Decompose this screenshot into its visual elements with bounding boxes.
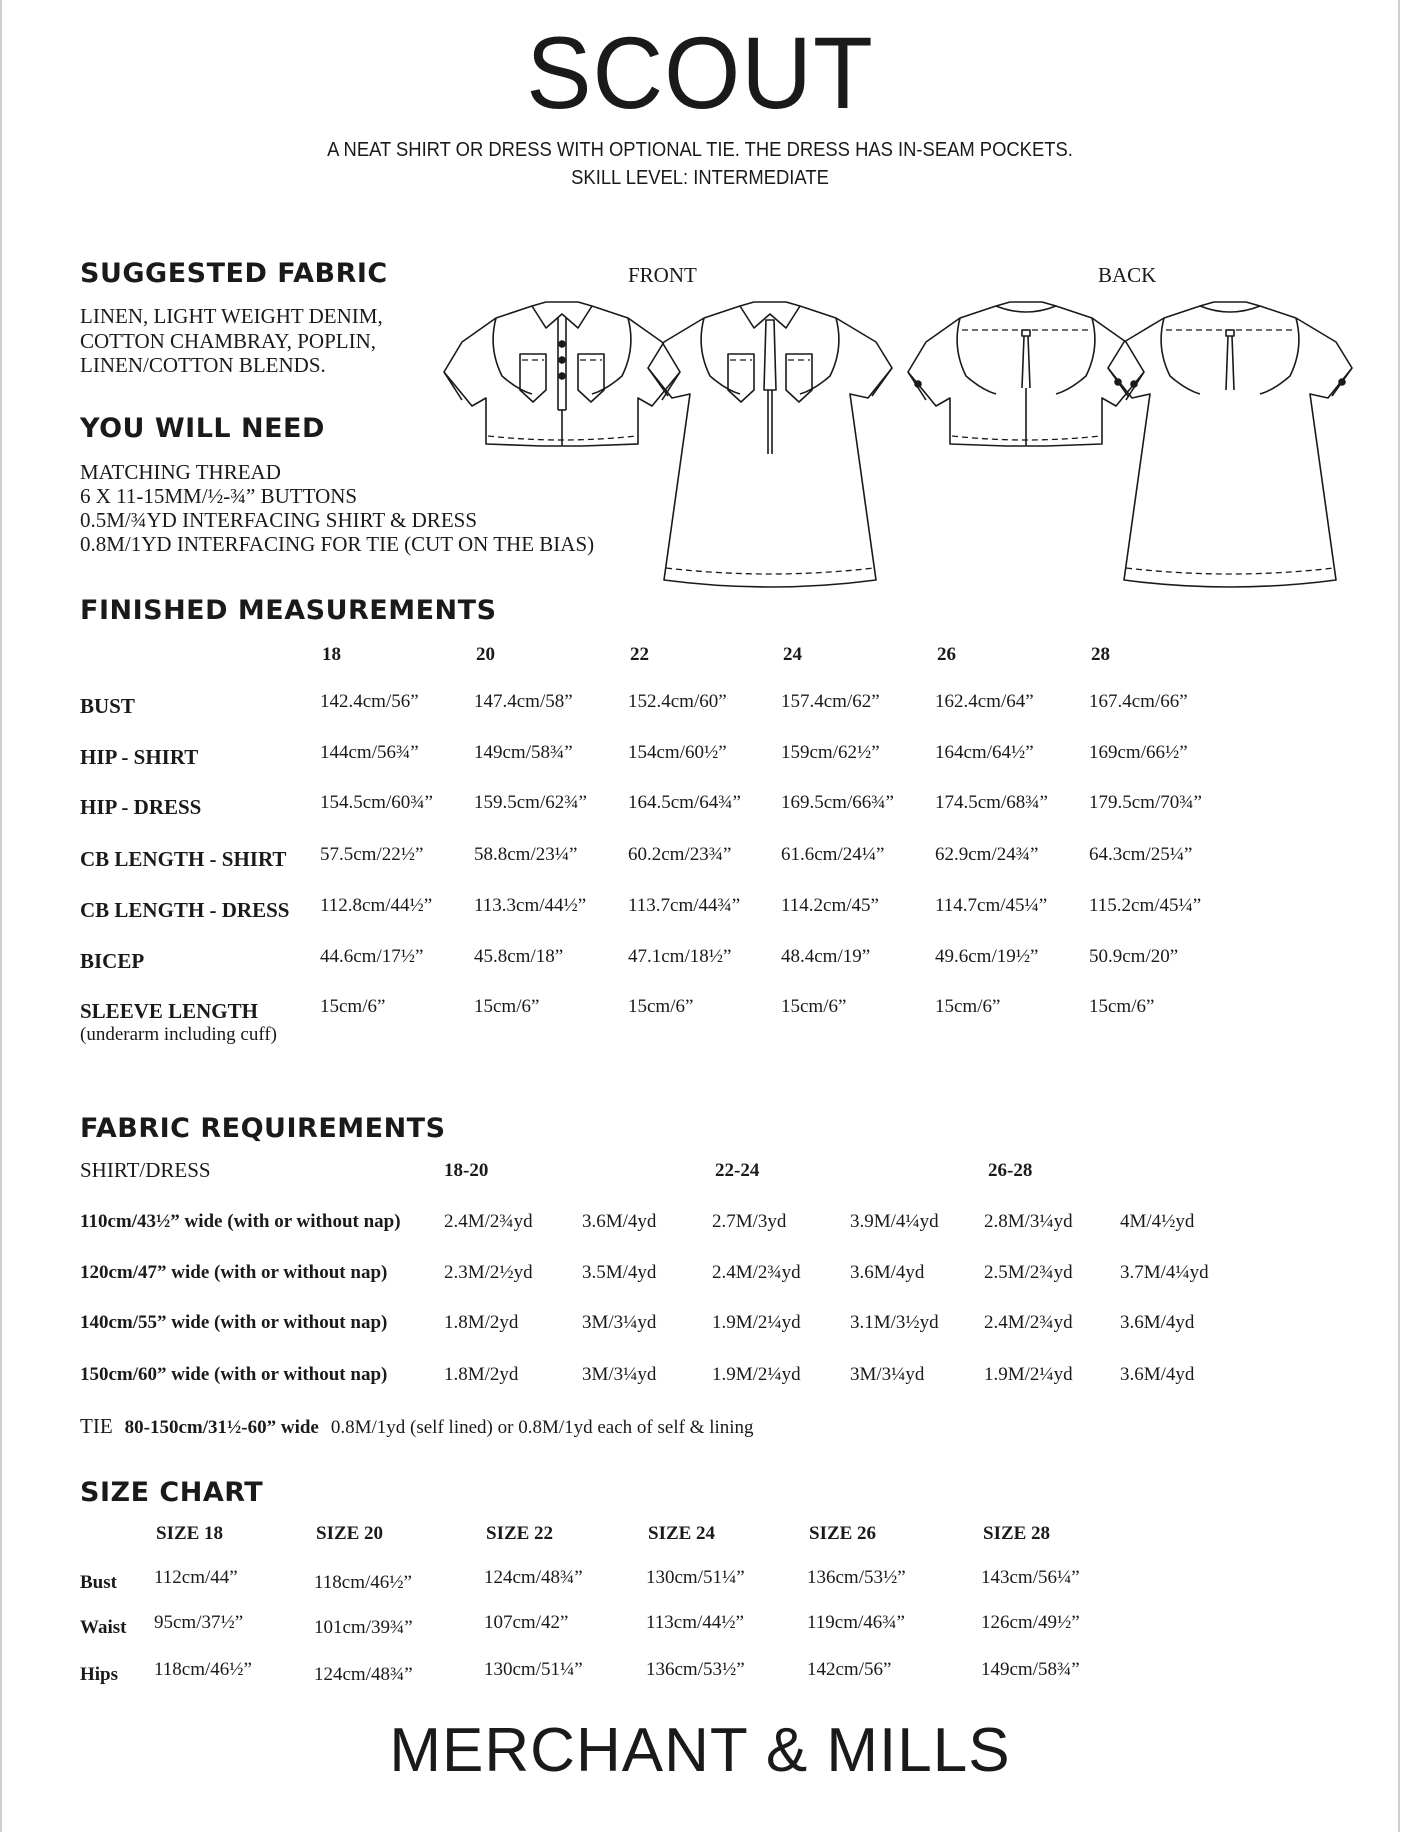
measurement-value: 58.8cm/23¼” bbox=[474, 844, 578, 865]
measurement-value: 162.4cm/64” bbox=[935, 691, 1034, 712]
measurement-value: 45.8cm/18” bbox=[474, 946, 564, 967]
body-measure-value: 95cm/37½” bbox=[154, 1612, 244, 1633]
measurement-value: 15cm/6” bbox=[935, 996, 1001, 1017]
measurement-value: 167.4cm/66” bbox=[1089, 691, 1188, 712]
page-border-left bbox=[0, 0, 2, 1832]
measurement-value: 164.5cm/64¾” bbox=[628, 792, 741, 813]
body-measure-value: 124cm/48¾” bbox=[314, 1664, 413, 1685]
notion-line: 6 X 11-15MM/½-¾” BUTTONS bbox=[80, 484, 358, 508]
size-column-header: 18 bbox=[322, 644, 341, 665]
tie-amount: 0.8M/1yd (self lined) or 0.8M/1yd each of self & lining bbox=[330, 1417, 754, 1438]
size-group-header: 26-28 bbox=[988, 1160, 1033, 1181]
measurement-value: 169cm/66½” bbox=[1089, 742, 1188, 763]
measurement-value: 147.4cm/58” bbox=[474, 691, 573, 712]
measurement-value: 60.2cm/23¾” bbox=[628, 844, 732, 865]
measurement-value: 164cm/64½” bbox=[935, 742, 1034, 763]
fabric-amount: 3.6M/4yd bbox=[1120, 1312, 1195, 1333]
measurement-value: 114.2cm/45” bbox=[781, 895, 879, 916]
fabric-amount: 3.9M/4¼yd bbox=[850, 1211, 939, 1232]
size-column-header: 22 bbox=[630, 644, 649, 665]
measurement-value: 142.4cm/56” bbox=[320, 691, 419, 712]
measurement-value: 154cm/60½” bbox=[628, 742, 727, 763]
size-column-header: 24 bbox=[783, 644, 802, 665]
measurement-value: 154.5cm/60¾” bbox=[320, 792, 433, 813]
measurement-value: 179.5cm/70¾” bbox=[1089, 792, 1202, 813]
pattern-description: A NEAT SHIRT OR DRESS WITH OPTIONAL TIE. THE DRESS HAS IN-SEAM POCKETS. bbox=[327, 139, 1073, 161]
measurement-value: 149cm/58¾” bbox=[474, 742, 573, 763]
measurement-value: 15cm/6” bbox=[781, 996, 847, 1017]
measurement-label: CB LENGTH - SHIRT bbox=[80, 847, 287, 871]
fabric-amount: 4M/4½yd bbox=[1120, 1211, 1195, 1232]
skill-level: SKILL LEVEL: INTERMEDIATE bbox=[571, 167, 829, 189]
measurement-value: 169.5cm/66¾” bbox=[781, 792, 894, 813]
body-measure-label: Waist bbox=[80, 1617, 127, 1638]
body-measure-value: 112cm/44” bbox=[154, 1567, 238, 1588]
measurement-value: 49.6cm/19½” bbox=[935, 946, 1039, 967]
fabric-amount: 2.5M/2¾yd bbox=[984, 1262, 1073, 1283]
fabric-line: COTTON CHAMBRAY, POPLIN, bbox=[80, 329, 377, 353]
fabric-amount: 3M/3¼yd bbox=[850, 1364, 925, 1385]
pattern-title: SCOUT bbox=[526, 16, 874, 130]
size-column-header: 28 bbox=[1091, 644, 1110, 665]
front-view-label: FRONT bbox=[628, 263, 697, 287]
back-view-label: BACK bbox=[1098, 263, 1157, 287]
measurement-value: 47.1cm/18½” bbox=[628, 946, 732, 967]
fabric-row-header: SHIRT/DRESS bbox=[80, 1158, 211, 1182]
measurement-label: SLEEVE LENGTH bbox=[80, 999, 258, 1023]
body-measure-value: 118cm/46½” bbox=[154, 1659, 252, 1680]
fabric-amount: 2.7M/3yd bbox=[712, 1211, 787, 1232]
size-column-header: 20 bbox=[476, 644, 495, 665]
body-measure-value: 107cm/42” bbox=[484, 1612, 569, 1633]
notion-line: MATCHING THREAD bbox=[80, 460, 281, 484]
back-dress-illustration bbox=[1100, 298, 1360, 588]
fabric-amount: 3.6M/4yd bbox=[850, 1262, 925, 1283]
size-chart-header: SIZE 28 bbox=[983, 1523, 1051, 1544]
front-dress-illustration bbox=[640, 298, 900, 588]
notion-line: 0.5M/¾YD INTERFACING SHIRT & DRESS bbox=[80, 508, 478, 532]
measurement-sublabel: (underarm including cuff) bbox=[80, 1024, 277, 1045]
measurement-value: 113.7cm/44¾” bbox=[628, 895, 741, 916]
brand-logo-text: MERCHANT & MILLS bbox=[389, 1716, 1011, 1785]
measurement-label: CB LENGTH - DRESS bbox=[80, 898, 290, 922]
measurement-value: 115.2cm/45¼” bbox=[1089, 895, 1202, 916]
fabric-amount: 2.4M/2¾yd bbox=[984, 1312, 1073, 1333]
finished-measurements-heading: FINISHED MEASUREMENTS bbox=[80, 595, 497, 626]
body-measure-value: 143cm/56¼” bbox=[981, 1567, 1080, 1588]
body-measure-value: 101cm/39¾” bbox=[314, 1617, 413, 1638]
measurement-value: 15cm/6” bbox=[628, 996, 694, 1017]
measurement-value: 112.8cm/44½” bbox=[320, 895, 433, 916]
body-measure-value: 142cm/56” bbox=[807, 1659, 892, 1680]
measurement-value: 50.9cm/20” bbox=[1089, 946, 1179, 967]
measurement-value: 57.5cm/22½” bbox=[320, 844, 424, 865]
body-measure-value: 130cm/51¼” bbox=[484, 1659, 583, 1680]
fabric-amount: 3M/3¼yd bbox=[582, 1364, 657, 1385]
size-chart-header: SIZE 26 bbox=[809, 1523, 877, 1544]
size-chart-heading: SIZE CHART bbox=[80, 1477, 264, 1508]
fabric-line: LINEN, LIGHT WEIGHT DENIM, bbox=[80, 304, 383, 328]
measurement-value: 48.4cm/19” bbox=[781, 946, 871, 967]
fabric-width-label: 110cm/43½” wide (with or without nap) bbox=[80, 1211, 401, 1232]
fabric-amount: 3.6M/4yd bbox=[582, 1211, 657, 1232]
measurement-value: 15cm/6” bbox=[320, 996, 386, 1017]
fabric-amount: 3.1M/3½yd bbox=[850, 1312, 939, 1333]
fabric-line: LINEN/COTTON BLENDS. bbox=[80, 353, 326, 377]
suggested-fabric-heading: SUGGESTED FABRIC bbox=[80, 258, 388, 289]
tie-width: 80-150cm/31½-60” wide bbox=[124, 1417, 319, 1438]
measurement-value: 152.4cm/60” bbox=[628, 691, 727, 712]
measurement-value: 64.3cm/25¼” bbox=[1089, 844, 1193, 865]
body-measure-value: 119cm/46¾” bbox=[807, 1612, 905, 1633]
fabric-amount: 3M/3¼yd bbox=[582, 1312, 657, 1333]
measurement-label: HIP - DRESS bbox=[80, 795, 202, 819]
body-measure-value: 113cm/44½” bbox=[646, 1612, 744, 1633]
size-chart-header: SIZE 18 bbox=[156, 1523, 224, 1544]
size-chart-header: SIZE 24 bbox=[648, 1523, 716, 1544]
measurement-value: 15cm/6” bbox=[474, 996, 540, 1017]
measurement-value: 159cm/62½” bbox=[781, 742, 880, 763]
body-measure-label: Bust bbox=[80, 1572, 117, 1593]
body-measure-value: 130cm/51¼” bbox=[646, 1567, 745, 1588]
body-measure-value: 136cm/53½” bbox=[646, 1659, 745, 1680]
measurement-label: BICEP bbox=[80, 949, 145, 973]
fabric-requirements-heading: FABRIC REQUIREMENTS bbox=[80, 1113, 446, 1144]
measurement-value: 44.6cm/17½” bbox=[320, 946, 424, 967]
size-column-header: 26 bbox=[937, 644, 956, 665]
body-measure-value: 136cm/53½” bbox=[807, 1567, 906, 1588]
you-will-need-heading: YOU WILL NEED bbox=[80, 413, 325, 444]
fabric-amount: 2.8M/3¼yd bbox=[984, 1211, 1073, 1232]
page-border-right bbox=[1398, 0, 1400, 1832]
measurement-label: HIP - SHIRT bbox=[80, 745, 199, 769]
fabric-amount: 1.9M/2¼yd bbox=[712, 1364, 801, 1385]
body-measure-value: 124cm/48¾” bbox=[484, 1567, 583, 1588]
measurement-value: 174.5cm/68¾” bbox=[935, 792, 1048, 813]
tie-requirement bbox=[80, 1416, 754, 1438]
notion-line: 0.8M/1YD INTERFACING FOR TIE (CUT ON THE BIAS) bbox=[80, 532, 595, 556]
measurement-value: 113.3cm/44½” bbox=[474, 895, 587, 916]
fabric-width-label: 150cm/60” wide (with or without nap) bbox=[80, 1364, 388, 1385]
fabric-amount: 2.4M/2¾yd bbox=[712, 1262, 801, 1283]
tie-label: TIE bbox=[80, 1414, 113, 1438]
measurement-label: BUST bbox=[80, 694, 135, 718]
measurement-value: 157.4cm/62” bbox=[781, 691, 880, 712]
fabric-amount: 1.9M/2¼yd bbox=[984, 1364, 1073, 1385]
body-measure-value: 149cm/58¾” bbox=[981, 1659, 1080, 1680]
measurement-value: 62.9cm/24¾” bbox=[935, 844, 1039, 865]
fabric-amount: 2.4M/2¾yd bbox=[444, 1211, 533, 1232]
fabric-amount: 1.8M/2yd bbox=[444, 1364, 519, 1385]
measurement-value: 114.7cm/45¼” bbox=[935, 895, 1048, 916]
fabric-amount: 1.8M/2yd bbox=[444, 1312, 519, 1333]
fabric-width-label: 140cm/55” wide (with or without nap) bbox=[80, 1312, 388, 1333]
size-chart-header: SIZE 20 bbox=[316, 1523, 384, 1544]
fabric-amount: 3.5M/4yd bbox=[582, 1262, 657, 1283]
body-measure-value: 118cm/46½” bbox=[314, 1572, 412, 1593]
fabric-amount: 2.3M/2½yd bbox=[444, 1262, 533, 1283]
fabric-amount: 3.7M/4¼yd bbox=[1120, 1262, 1209, 1283]
measurement-value: 61.6cm/24¼” bbox=[781, 844, 885, 865]
fabric-width-label: 120cm/47” wide (with or without nap) bbox=[80, 1262, 388, 1283]
fabric-amount: 1.9M/2¼yd bbox=[712, 1312, 801, 1333]
measurement-value: 159.5cm/62¾” bbox=[474, 792, 587, 813]
body-measure-value: 126cm/49½” bbox=[981, 1612, 1080, 1633]
size-chart-header: SIZE 22 bbox=[486, 1523, 554, 1544]
fabric-amount: 3.6M/4yd bbox=[1120, 1364, 1195, 1385]
measurement-value: 144cm/56¾” bbox=[320, 742, 419, 763]
body-measure-label: Hips bbox=[80, 1664, 119, 1685]
size-group-header: 22-24 bbox=[715, 1160, 760, 1181]
size-group-header: 18-20 bbox=[444, 1160, 489, 1181]
measurement-value: 15cm/6” bbox=[1089, 996, 1155, 1017]
